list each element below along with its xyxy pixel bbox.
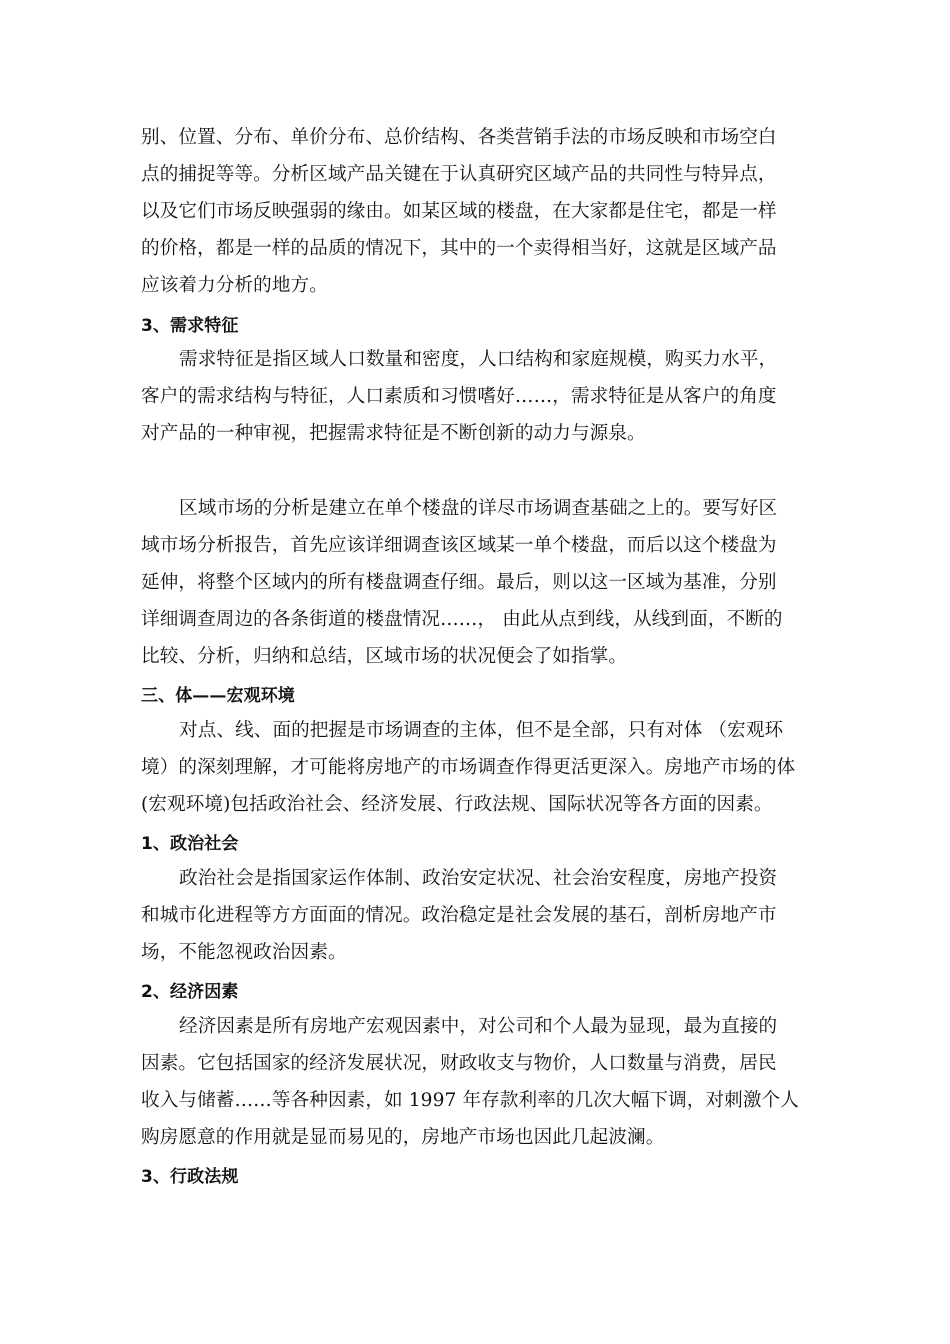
paragraph-line: 购房愿意的作用就是显而易见的，房地产市场也因此几起波澜。 bbox=[141, 1127, 665, 1148]
paragraph-line: 以及它们市场反映强弱的缘由。如某区域的楼盘，在大家都是住宅，都是一样 bbox=[141, 201, 777, 222]
paragraph-line: 境）的深刻理解，才可能将房地产的市场调查作得更活更深入。房地产市场的体 bbox=[141, 757, 796, 778]
section-heading-economy: 2、经济因素 bbox=[141, 982, 239, 1002]
section-heading-admin: 3、行政法规 bbox=[141, 1167, 239, 1187]
paragraph-line: 因素。它包括国家的经济发展状况，财政收支与物价，人口数量与消费，居民 bbox=[141, 1053, 777, 1074]
paragraph-line: 需求特征是指区域人口数量和密度，人口结构和家庭规模，购买力水平， bbox=[179, 349, 778, 370]
paragraph-line: 和城市化进程等方方面面的情况。政治稳定是社会发展的基石，剖析房地产市 bbox=[141, 905, 777, 926]
paragraph-line: 应该着力分析的地方。 bbox=[141, 275, 328, 296]
paragraph-line: 收入与储蓄……等各种因素，如 1997 年存款利率的几次大幅下调，对刺激个人 bbox=[141, 1090, 799, 1111]
paragraph-line: 点的捕捉等等。分析区域产品关键在于认真研究区域产品的共同性与特异点， bbox=[141, 164, 777, 185]
paragraph-line: (宏观环境)包括政治社会、经济发展、行政法规、国际状况等各方面的因素。 bbox=[141, 794, 773, 815]
paragraph-line: 详细调查周边的各条街道的楼盘情况……， 由此从点到线，从线到面，不断的 bbox=[141, 609, 783, 630]
paragraph-line: 场，不能忽视政治因素。 bbox=[141, 942, 347, 963]
paragraph-line: 政治社会是指国家运作体制、政治安定状况、社会治安程度，房地产投资 bbox=[179, 868, 778, 889]
section-heading-macro: 三、体——宏观环境 bbox=[141, 686, 295, 706]
paragraph-line: 对产品的一种审视，把握需求特征是不断创新的动力与源泉。 bbox=[141, 423, 646, 444]
paragraph-line: 的价格，都是一样的品质的情况下，其中的一个卖得相当好，这就是区域产品 bbox=[141, 238, 777, 259]
paragraph-line: 客户的需求结构与特征，人口素质和习惯嗜好……，需求特征是从客户的角度 bbox=[141, 386, 777, 407]
paragraph-line: 延伸，将整个区域内的所有楼盘调查仔细。最后，则以这一区域为基准，分别 bbox=[141, 572, 777, 593]
section-heading-demand: 3、需求特征 bbox=[141, 316, 239, 336]
paragraph-line: 比较、分析，归纳和总结，区域市场的状况便会了如指掌。 bbox=[141, 646, 628, 667]
section-heading-politics: 1、政治社会 bbox=[141, 834, 239, 854]
paragraph-line: 经济因素是所有房地产宏观因素中，对公司和个人最为显现，最为直接的 bbox=[179, 1016, 778, 1037]
paragraph-line: 别、位置、分布、单价分布、总价结构、各类营销手法的市场反映和市场空白 bbox=[141, 127, 777, 148]
paragraph-line: 对点、线、面的把握是市场调查的主体，但不是全部，只有对体 （宏观环 bbox=[179, 720, 784, 741]
paragraph-line: 区域市场的分析是建立在单个楼盘的详尽市场调查基础之上的。要写好区 bbox=[179, 498, 778, 519]
paragraph-line: 域市场分析报告，首先应该详细调查该区域某一单个楼盘，而后以这个楼盘为 bbox=[141, 535, 777, 556]
